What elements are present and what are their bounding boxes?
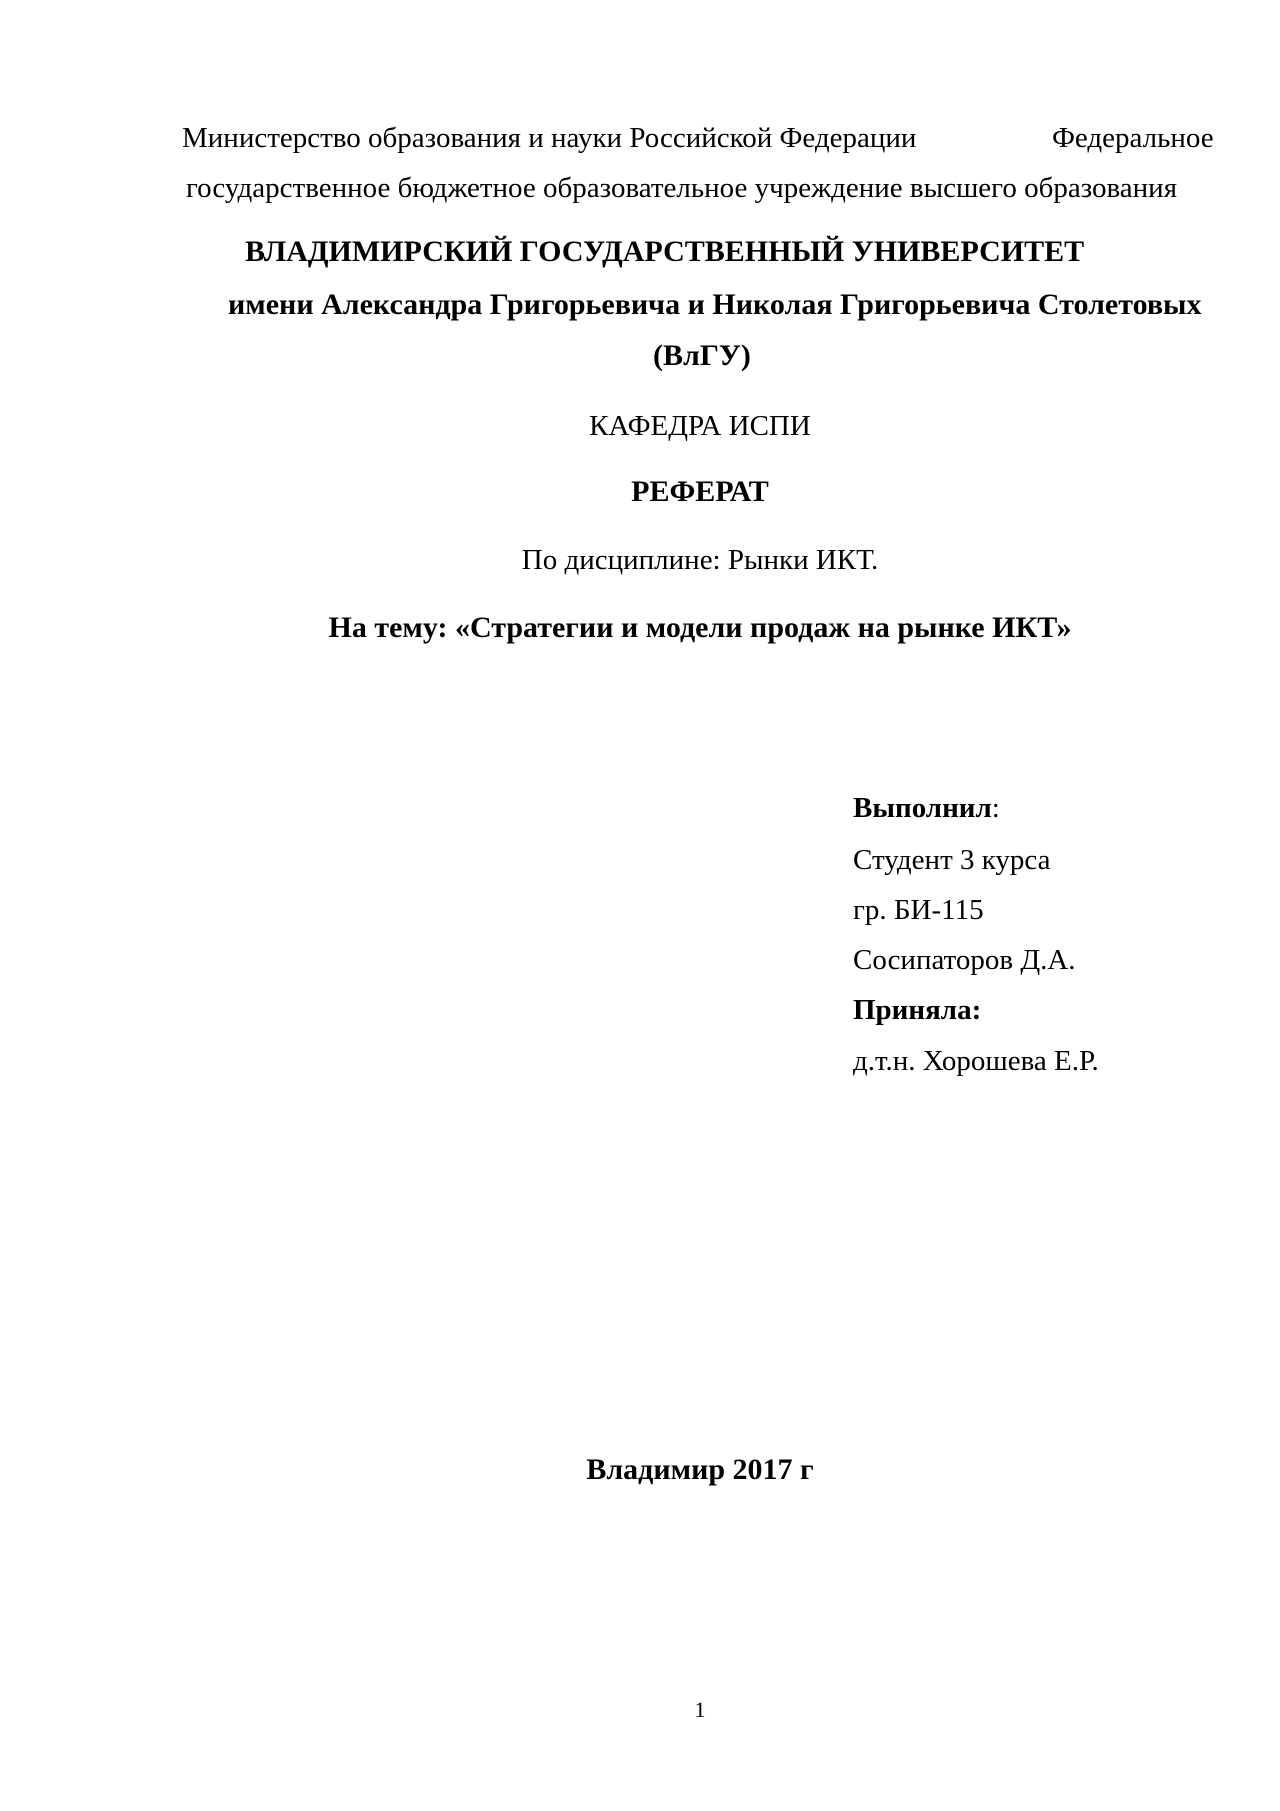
student-group: гр. БИ-115 <box>853 894 984 926</box>
institution-type-text: государственное бюджетное образовательное учреждение высшего образования <box>186 172 1178 204</box>
performed-by-colon: : <box>991 792 1000 824</box>
ministry-text: Министерство образования и науки Российской Федерации <box>182 122 917 154</box>
discipline-text: По дисциплине: Рынки ИКТ. <box>521 544 879 576</box>
university-abbreviation: (ВлГУ) <box>653 339 751 372</box>
university-named-after: имени Александра Григорьевича и Николая Григорьевича Столетовых <box>228 288 1202 321</box>
student-name: Сосипаторов Д.А. <box>853 944 1076 976</box>
performed-by-label <box>853 790 1000 826</box>
teacher-name: д.т.н. Хорошева Е.Р. <box>853 1045 1099 1077</box>
page-number: 1 <box>694 1697 706 1722</box>
federal-word-text: Федеральное <box>1052 122 1214 154</box>
university-name: ВЛАДИМИРСКИЙ ГОСУДАРСТВЕННЫЙ УНИВЕРСИТЕТ <box>245 235 1085 268</box>
city-year: Владимир 2017 г <box>586 1453 814 1486</box>
topic-title: На тему: «Стратегии и модели продаж на рынке ИКТ» <box>328 611 1072 644</box>
accepted-by-label: Приняла: <box>853 994 982 1026</box>
student-course: Студент 3 курса <box>853 844 1051 876</box>
department-title: КАФЕДРА ИСПИ <box>589 410 811 442</box>
document-type-title: РЕФЕРАТ <box>631 475 769 508</box>
performed-by-word: Выполнил <box>853 792 992 824</box>
